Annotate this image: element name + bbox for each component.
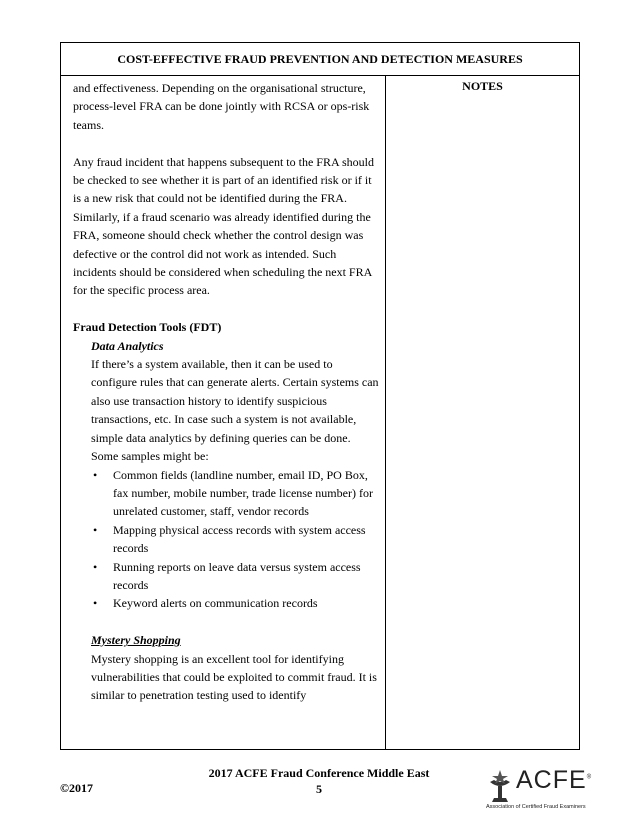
paragraph-2: Any fraud incident that happens subsequent to the FRA should be checked to see whether it is part of an identified risk or if it is a new risk that could not be identified during the FRA. Similarly, if a fraud scenario was already identified during the FRA, someone should check whether the control design was defective or the control did not work as intended. Such incidents should be considered when scheduling the next FRA for the specific process area. <box>73 154 374 298</box>
list-item: • Keyword alerts on communication records <box>91 594 379 612</box>
page-number: 5 <box>316 782 322 796</box>
page-header: COST-EFFECTIVE FRAUD PREVENTION AND DETECTION MEASURES <box>61 43 579 76</box>
main-column <box>61 75 386 749</box>
mystery-shopping-text: Mystery shopping is an excellent tool for identifying vulnerabilities that could be exploited to commit fraud. It is similar to penetration testing used to identify <box>91 651 377 703</box>
fdt-heading: Fraud Detection Tools (FDT) <box>73 320 222 335</box>
lamp-icon <box>486 768 514 806</box>
content-table <box>60 42 580 750</box>
data-analytics-heading: Data Analytics <box>91 338 164 353</box>
paragraph-1: and effectiveness. Depending on the organisational structure, process-level FRA can be done jointly with RCSA or ops-risk teams. <box>73 81 370 132</box>
data-analytics-section <box>73 337 379 705</box>
notes-column <box>386 75 579 749</box>
data-analytics-list <box>91 466 379 613</box>
conference-title: 2017 ACFE Fraud Conference Middle East <box>208 766 430 780</box>
list-item: • Running reports on leave data versus system access records <box>91 558 379 595</box>
acfe-logo <box>486 766 593 820</box>
mystery-shopping-heading: Mystery Shopping <box>91 633 181 648</box>
list-item: • Common fields (landline number, email ID, PO Box, fax number, mobile number, trade license number) for unrelated customer, staff, vendor records <box>91 466 379 521</box>
logo-subtitle: Association of Certified Fraud Examiners <box>486 804 586 810</box>
logo-text: ACFE® <box>516 766 593 794</box>
copyright: ©2017 <box>60 781 93 795</box>
data-analytics-text: If there’s a system available, then it can be used to configure rules that can generate alerts. Certain systems can also use transaction history to identify suspicious transactions, etc. In case such a system is not available, simple data analytics by defining queries can be done. Some samples might be: <box>91 357 379 464</box>
notes-label: NOTES <box>462 79 503 93</box>
list-item: • Mapping physical access records with system access records <box>91 521 379 558</box>
